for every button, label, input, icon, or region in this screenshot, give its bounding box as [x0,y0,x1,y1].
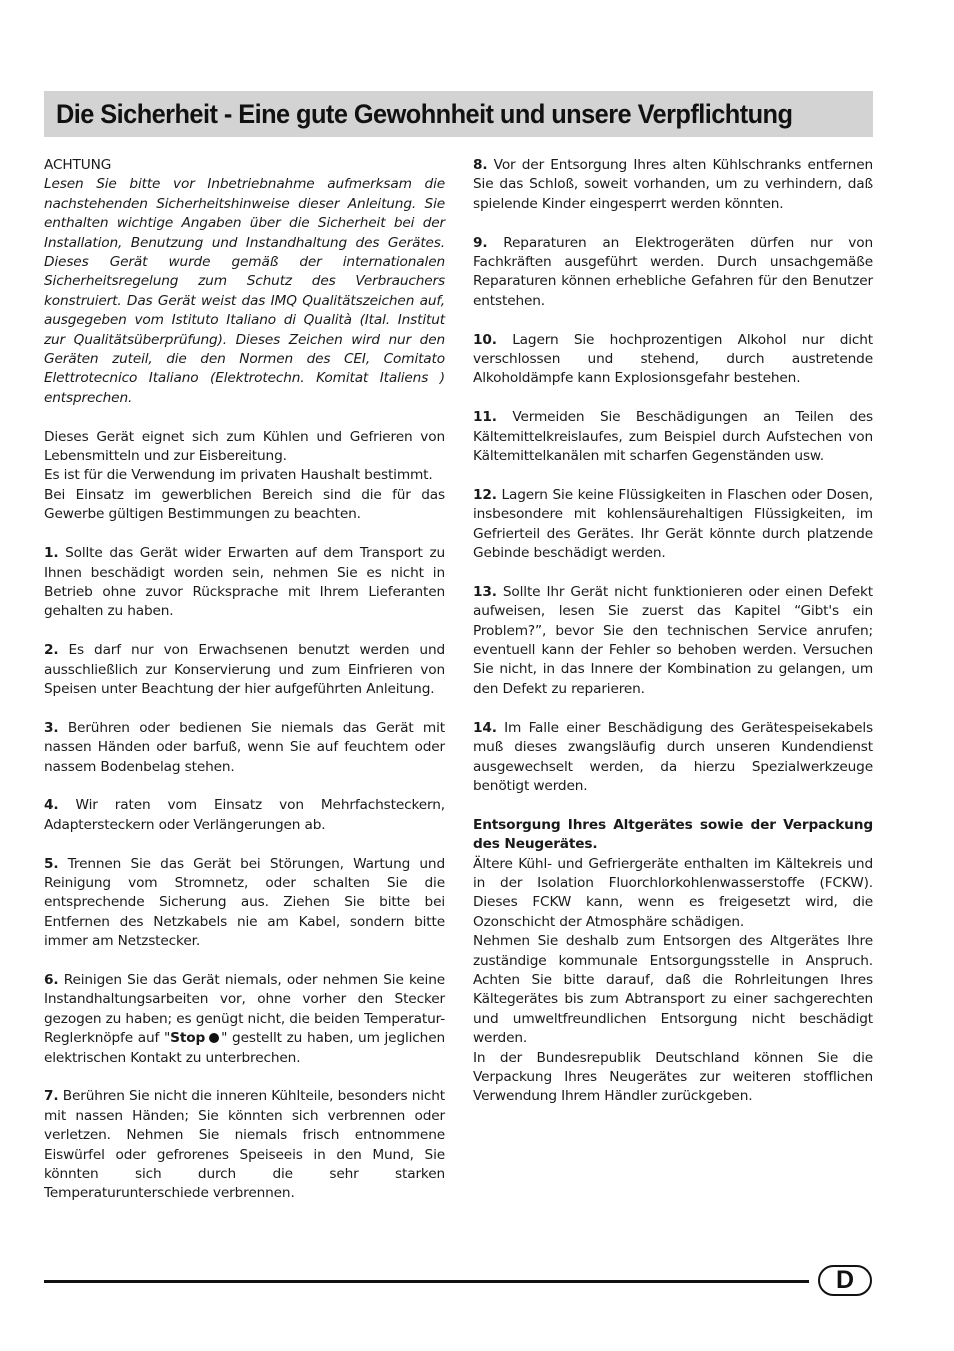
item-number: 3. [44,719,59,736]
usage-line-3: Bei Einsatz im gewerblichen Bereich sind die für das Gewerbe gültigen Bestimmungen zu beachten. [44,486,445,523]
safety-item [473,486,873,564]
safety-item [44,971,445,1068]
item-text: Reinigen Sie das Gerät niemals, oder nehmen Sie keine Instandhaltungsarbeiten vor, ohne vorher den Stecker gezogen zu haben; es genügt nicht, die beiden Temperatur-Reglerknöpfe auf " [44,971,445,1047]
disposal-paragraph-1: Ältere Kühl- und Gefriergeräte enthalten im Kältekreis und in der Isolation Fluorchlorkohlenwasserstoffe (FCKW). Dieses FCKW kann, wenn es freigesetzt wird, die Ozonschicht der Atmosphäre schädigen. [473,855,873,930]
safety-item [473,331,873,389]
usage-line-2: Es ist für die Verwendung im privaten Haushalt bestimmt. [44,467,433,484]
safety-item [473,156,873,214]
item-number: 8. [473,157,488,173]
safety-item [473,234,873,312]
safety-item [44,719,445,777]
item-text-continued: " gestellt zu haben, um jeglichen elektrischen Kontakt zu unterbrechen. [44,1030,445,1066]
item-text: Berühren oder bedienen Sie niemals das Gerät mit nassen Händen oder barfuß, wenn Sie auf feuchtem oder nassem Bodenbelag stehen. [44,719,445,775]
item-text: Es darf nur von Erwachsenen benutzt werden und ausschließlich zur Konservierung und zum Einfrieren von Speisen unter Beachtung der hier aufgeführten Anleitung. [44,642,446,697]
disposal-paragraph-3: In der Bundesrepublik Deutschland können Sie die Verpackung Ihres Neugerätes zur weiteren stofflichen Verwendung Ihrem Händler zurückgeben. [473,1049,873,1105]
right-column [473,156,873,1107]
stop-dot-icon [209,1033,219,1043]
item-number: 10. [473,331,497,348]
item-text: Vermeiden Sie Beschädigungen an Teilen des Kältemittelkreislaufes, zum Beispiel durch Aufstechen von Kältemittelkanälen mit scharfen Gegenständen usw. [473,409,873,465]
item-number: 14. [473,719,497,736]
item-number: 2. [44,642,59,659]
disposal-paragraph-2: Nehmen Sie deshalb zum Entsorgen des Altgerätes Ihre zuständige kommunale Entsorgungsstelle in Anspruch. Achten Sie bitte darauf, daß die Rohrleitungen Ihres Kältegerätes bis zum Abtransport zu einer sachgerechten und umweltfreundlichen Entsorgung nicht beschädigt werden. [473,933,873,1047]
item-text: Sollte Ihr Gerät nicht funktionieren oder einen Defekt aufweisen, lesen Sie zuerst das Kapitel “Gibt's ein Problem?”, bevor Sie den technischen Service anrufen; eventuell kann der Fehler so behoben werden. Versuchen Sie nicht, in das Innere der Kombination zu gelangen, um den Defekt zu reparieren. [473,583,874,697]
page-title: Die Sicherheit - Eine gute Gewohnheit und unsere Verpflichtung [56,98,793,129]
page-language-label: D [835,1266,855,1294]
safety-item [473,408,873,466]
item-number: 7. [44,1088,59,1105]
item-text: Berühren Sie nicht die inneren Kühlteile, besonders nicht mit nassen Händen; Sie könnten sich verbrennen oder verletzen. Nehmen Sie niemals frisch entnommene Eiswürfel oder gefrorenes Speiseeis in den Mund, Sie könnten sich durch die sehr starken Temperaturunterschiede verbrennen. [44,1088,446,1202]
safety-item [473,583,873,699]
item-text: Vor der Entsorgung Ihres alten Kühlschranks entfernen Sie das Schloß, soweit vorhanden, um zu verhindern, daß spielende Kinder eingesperrt werden könnten. [473,157,873,212]
item-text: Lagern Sie keine Flüssigkeiten in Flaschen oder Dosen, insbesondere mit kohlensäurehaltigen Flüssigkeiten, im Gefrierteil des Gerätes. Ihr Gerät könnte durch platzende Gebinde beschädigt werden. [473,486,873,562]
usage-paragraph [44,428,445,525]
item-number: 4. [44,797,59,814]
item-text: Trennen Sie das Gerät bei Störungen, Wartung und Reinigung vom Stromnetz, oder schalten Sie die entsprechende Sicherung aus. Ziehen Sie bitte bei Entfernen des Netzkabels nie am Kabel, sondern bitte immer am Netzstecker. [44,855,445,950]
item-text: Sollte das Gerät wider Erwarten auf dem Transport zu Ihnen beschädigt worden sein, nehmen Sie es nicht in Betrieb ohne zuvor Rücksprache mit Ihrem Lieferanten gehalten zu haben. [44,545,446,620]
achtung-label: ACHTUNG [44,157,112,173]
safety-item [473,719,873,797]
usage-line-1: Dieses Gerät eignet sich zum Kühlen und Gefrieren von Lebensmitteln und zur Eisbereitung. [44,428,445,465]
intro-paragraph: Lesen Sie bitte vor Inbetriebnahme aufmerksam die nachstehenden Sicherheitshinweise dieser Anleitung. Sie enthalten wichtige Angaben über die Sicherheit bei der Installation, Benutzung und Instandhaltung des Gerätes. Dieses Gerät wurde gemäß der internationalen Sicherheitsregelung zum Schutz des Verbrauchers konstruiert. Das Gerät weist das IMQ Qualitätszeichen auf, ausgegeben vom Istituto Italiano di Qualità (Ital. Institut zur Qualitätsüberprüfung). Dieses Zeichen wird nur den Geräten zuteil, die den Normen des CEI, Comitato Elettrotecnico Italiano (Elektrotechn. Komitat Italiens ) entsprechen. [44,176,445,406]
page-title-bar [44,91,873,137]
stop-label: Stop [170,1030,206,1047]
item-number: 6. [44,971,59,988]
safety-item [44,1087,445,1203]
item-number: 1. [44,545,59,562]
item-text: Reparaturen an Elektrogeräten dürfen nur von Fachkräften ausgeführt werden. Durch unsachgemäße Reparaturen können erhebliche Gefahren für den Benutzer entstehen. [473,234,874,309]
page-language-badge [818,1265,872,1296]
disposal-heading: Entsorgung Ihres Altgerätes sowie der Verpackung des Neugerätes. [473,816,873,853]
item-number: 12. [473,486,497,503]
item-number: 13. [473,583,497,600]
footer-rule [44,1280,809,1283]
item-number: 11. [473,409,497,426]
left-column [44,156,445,1223]
item-text: Wir raten vom Einsatz von Mehrfachsteckern, Adaptersteckern oder Verlängerungen ab. [44,797,445,833]
safety-item [44,855,445,952]
item-number: 9. [473,234,488,251]
safety-item [44,796,445,835]
item-text: Lagern Sie hochprozentigen Alkohol nur dicht verschlossen und stehend, durch austretende Alkoholdämpfe kann Explosionsgefahr bestehen. [473,331,873,387]
item-text: Im Falle einer Beschädigung des Gerätespeisekabels muß dieses zwangsläufig durch unseren Kundendienst ausgewechselt werden, da hierzu Spezialwerkzeuge benötigt werden. [473,719,873,794]
safety-item [44,544,445,622]
item-number: 5. [44,855,59,872]
safety-item [44,641,445,699]
